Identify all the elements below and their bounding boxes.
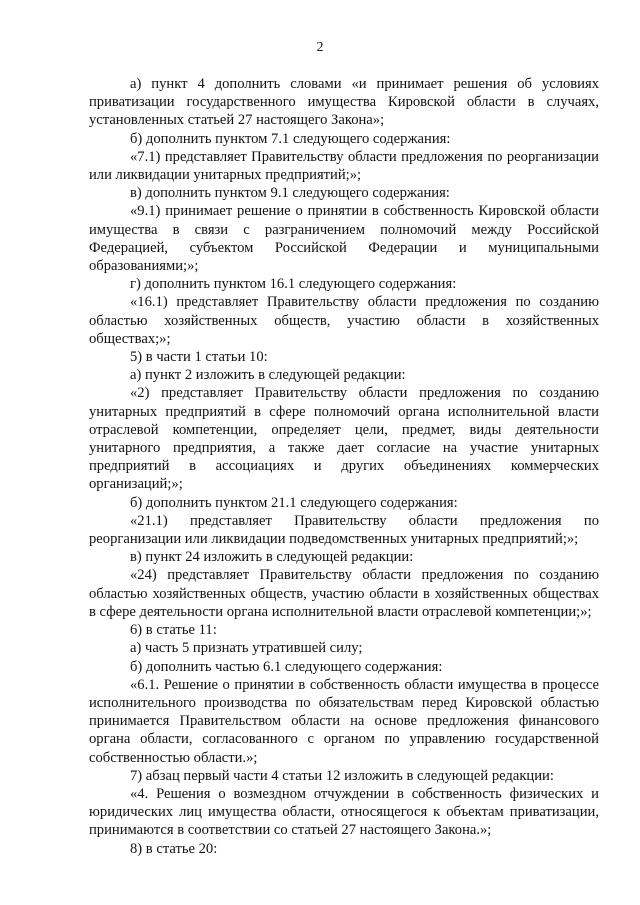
paragraph-section-6: 6) в статье 11: — [130, 622, 217, 639]
paragraph-amend-b-heading: б) дополнить пунктом 7.1 следующего содержания: — [130, 130, 451, 147]
paragraph-amend-a-item-2-heading: а) пункт 2 изложить в следующей редакции: — [130, 367, 406, 384]
paragraph-amend-g-heading: г) дополнить пунктом 16.1 следующего содержания: — [130, 276, 457, 293]
paragraph-item-24: «24) представляет Правительству области предложения по созданию областью хозяйственных обществ, участию области в хозяйственных обществах в сфере деятельности органа исполнительной власти отраслевой компетенции;»; — [89, 567, 599, 620]
paragraph-amend-v-item-24-heading: в) пункт 24 изложить в следующей редакции: — [130, 549, 414, 566]
page-number: 2 — [316, 40, 324, 55]
paragraph-item-16-1: «16.1) представляет Правительству области предложения по созданию областью хозяйственных обществ, участию области в хозяйственных обществах;»; — [89, 294, 599, 347]
paragraph-item-21-1: «21.1) представляет Правительству области предложения по реорганизации или ликвидации подведомственных унитарных предприятий;»; — [89, 512, 599, 548]
paragraph-amend-b-21-1-heading: б) дополнить пунктом 21.1 следующего содержания: — [130, 494, 458, 511]
paragraph-section-7: 7) абзац первый части 4 статьи 12 изложить в следующей редакции: — [130, 767, 554, 784]
paragraph-amend-a-item-4: а) пункт 4 дополнить словами «и принимает решения об условиях приватизации государственного имущества Кировской области в случаях, установленных статьей 27 настоящего Закона»; — [89, 76, 599, 129]
paragraph-part-4: «4. Решения о возмездном отчуждении в собственность физических и юридических лиц имущества области, относящегося к объектам приватизации, принимаются в соответствии со статьей 27 настоящего Закона.»; — [89, 785, 599, 839]
paragraph-item-2: «2) представляет Правительству области предложения по созданию унитарных предприятий в сфере полномочий органа исполнительной власти отраслевой компетенции, определяет цели, предмет, виды деятельности унитарного предприятия, а также дает согласие на участие унитарных предприятий в ассоциациях и других объединениях коммерческих организаций;»; — [89, 385, 599, 493]
paragraph-item-9-1: «9.1) принимает решение о принятии в собственность Кировской области имущества в связи с разграничением полномочий между Российской Федерацией, субъектом Российской Федерации и муниципальными образованиями;»; — [89, 203, 599, 275]
paragraph-part-5-repealed: а) часть 5 признать утратившей силу; — [130, 640, 363, 657]
document-body — [89, 75, 599, 858]
paragraph-amend-v-heading: в) дополнить пунктом 9.1 следующего содержания: — [130, 185, 450, 202]
paragraph-section-5: 5) в части 1 статьи 10: — [130, 349, 268, 366]
paragraph-item-7-1: «7.1) представляет Правительству области предложения по реорганизации или ликвидации унитарных предприятий;»; — [89, 148, 599, 184]
paragraph-part-6-1: «6.1. Решение о принятии в собственность области имущества в процессе исполнительного производства по обязательствам перед Кировской областью принимается Правительством области на основе предложения финансового органа области, согласованного с органом по управлению государственной собственностью области.»; — [89, 676, 599, 766]
paragraph-section-8: 8) в статье 20: — [130, 840, 218, 857]
paragraph-part-6-1-heading: б) дополнить частью 6.1 следующего содержания: — [130, 658, 443, 675]
